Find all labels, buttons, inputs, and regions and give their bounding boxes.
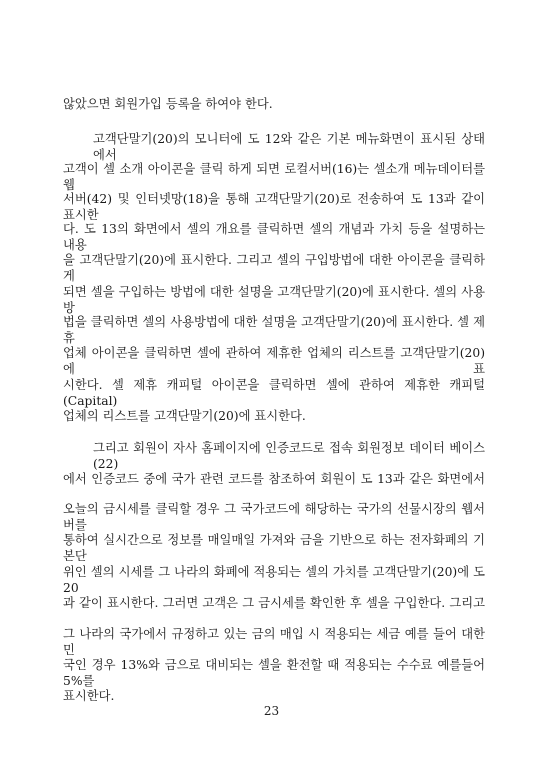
paragraph-1-line-7: 법을 클릭하면 셀의 사용방법에 대한 설명을 고객단말기(20)에 표시한다. 셀 제휴 xyxy=(63,315,485,345)
paragraph-2-line-8: 국인 경우 13%와 금으로 대비되는 셀을 환전할 때 적용되는 수수료 예를들어 5%를 xyxy=(63,658,485,688)
paragraph-2-line-6: 과 같이 표시한다. 그러면 고객은 그 금시세를 확인한 후 셀을 구입한다. 그리고 xyxy=(63,596,485,610)
paragraph-1-line-8: 업체 아이콘을 클릭하면 셀에 관하여 제휴한 업체의 리스트를 고객단말기(20)에 표 xyxy=(63,346,485,376)
paragraph-2-line-2: 에서 인증코드 중에 국가 관련 코드를 참조하여 회원이 도 13과 같은 화면에서 xyxy=(63,472,485,486)
page-number: 23 xyxy=(263,704,280,718)
paragraph-1-line-2: 고객이 셀 소개 아이콘을 클릭 하게 되면 로컬서버(16)는 셀소개 메뉴데이터를 웹 xyxy=(63,162,485,192)
paragraph-1-line-5: 을 고객단말기(20)에 표시한다. 그리고 셀의 구입방법에 대한 아이콘을 클릭하게 xyxy=(63,253,485,283)
paragraph-2-line-4: 통하여 실시간으로 정보를 매일매일 가져와 금을 기반으로 하는 전자화폐의 기본단 xyxy=(63,533,485,563)
paragraph-1-line-4: 다. 도 13의 화면에서 셀의 개요를 클릭하면 셀의 개념과 가치 등을 설명하는 내용 xyxy=(63,222,485,252)
paragraph-1-line-10: 업체의 리스트를 고객단말기(20)에 표시한다. xyxy=(63,409,306,423)
text-line-1: 않았으면 회원가입 등록을 하여야 한다. xyxy=(63,97,273,111)
paragraph-2-line-7: 그 나라의 국가에서 규정하고 있는 금의 매입 시 적용되는 세금 예를 들어 대한민 xyxy=(63,627,485,657)
paragraph-2-line-3: 오늘의 금시세를 클릭할 경우 그 국가코드에 해당하는 국가의 선물시장의 웹서버를 xyxy=(63,502,485,532)
paragraph-1-line-1: 고객단말기(20)의 모니터에 도 12와 같은 기본 메뉴화면이 표시된 상태에서 xyxy=(93,132,485,162)
paragraph-2-line-5: 위인 셀의 시세를 그 나라의 화폐에 적용되는 셀의 가치를 고객단말기(20)에 도 20 xyxy=(63,565,485,595)
paragraph-1-line-6: 되면 셀을 구입하는 방법에 대한 설명을 고객단말기(20)에 표시한다. 셀의 사용방 xyxy=(63,285,485,315)
paragraph-1-line-9: 시한다. 셀 제휴 캐피털 아이콘을 클릭하면 셀에 관하여 제휴한 캐피털(Capital) xyxy=(63,378,485,408)
paragraph-2-line-1: 그리고 회원이 자사 홈페이지에 인증코드로 접속 회원정보 데이터 베이스(22) xyxy=(93,441,485,471)
paragraph-2-line-9: 표시한다. xyxy=(63,689,115,703)
paragraph-1-line-3: 서버(42) 및 인터넷망(18)을 통해 고객단말기(20)로 전송하여 도 13과 같이 표시한 xyxy=(63,192,485,222)
